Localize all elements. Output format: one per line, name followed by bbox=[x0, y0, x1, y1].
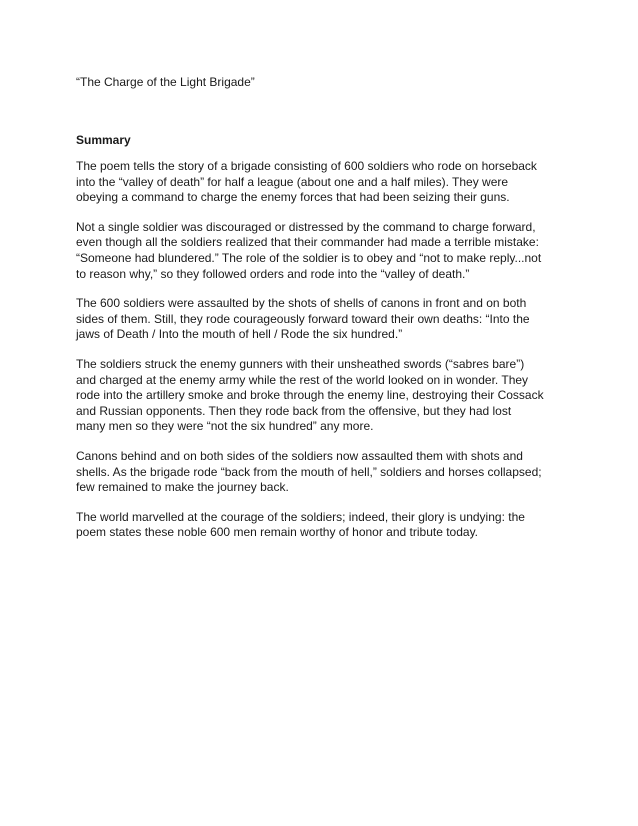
paragraph-line: rode into the artillery smoke and broke through the enemy line, destroying their Cossack bbox=[76, 388, 544, 403]
paragraph bbox=[76, 159, 576, 206]
paragraph-line: and charged at the enemy army while the rest of the world looked on in wonder. They bbox=[76, 372, 529, 387]
section-heading-summary: Summary bbox=[76, 133, 131, 147]
paragraph-line: Canons behind and on both sides of the soldiers now assaulted them with shots and bbox=[76, 448, 523, 463]
paragraph-line: into the “valley of death” for half a league (about one and a half miles). They were bbox=[76, 174, 509, 189]
paragraph-line: The 600 soldiers were assaulted by the shots of shells of canons in front and on both bbox=[76, 296, 527, 311]
paragraph bbox=[76, 357, 576, 435]
paragraph-line: The poem tells the story of a brigade consisting of 600 soldiers who rode on horseback bbox=[76, 159, 537, 173]
paragraph bbox=[76, 296, 576, 343]
paragraph-line: to reason why,” so they followed orders and rode into the “valley of death.” bbox=[76, 266, 470, 281]
paragraph-line: many men so they were “not the six hundred” any more. bbox=[76, 419, 374, 434]
paragraph-line: The soldiers struck the enemy gunners with their unsheathed swords (“sabres bare”) bbox=[76, 356, 525, 371]
paragraph-line: even though all the soldiers realized that their commander had made a terrible mistake: bbox=[76, 235, 539, 250]
paragraph-line: “Someone had blundered.” The role of the soldier is to obey and “not to make reply...not bbox=[76, 250, 542, 265]
paragraph bbox=[76, 220, 576, 282]
paragraph-line: few remained to make the journey back. bbox=[76, 480, 289, 495]
paragraph bbox=[76, 449, 576, 496]
paragraph-line: sides of them. Still, they rode courageously forward toward their own deaths: “Into the bbox=[76, 311, 530, 326]
paragraph-line: shells. As the brigade rode “back from the mouth of hell,” soldiers and horses collapsed; bbox=[76, 464, 542, 479]
paragraph-line: The world marvelled at the courage of the soldiers; indeed, their glory is undying: the bbox=[76, 509, 525, 524]
paragraph-line: poem states these noble 600 men remain worthy of honor and tribute today. bbox=[76, 525, 479, 540]
paragraph-line: Not a single soldier was discouraged or distressed by the command to charge forward, bbox=[76, 219, 536, 234]
summary-body bbox=[76, 159, 576, 555]
paragraph bbox=[76, 510, 576, 541]
paragraph-line: obeying a command to charge the enemy forces that had been seizing their guns. bbox=[76, 190, 510, 205]
paragraph-line: jaws of Death / Into the mouth of hell / Rode the six hundred.” bbox=[76, 327, 403, 342]
document-title: “The Charge of the Light Brigade” bbox=[76, 75, 255, 89]
paragraph-line: and Russian opponents. Then they rode back from the offensive, but they had lost bbox=[76, 403, 512, 418]
